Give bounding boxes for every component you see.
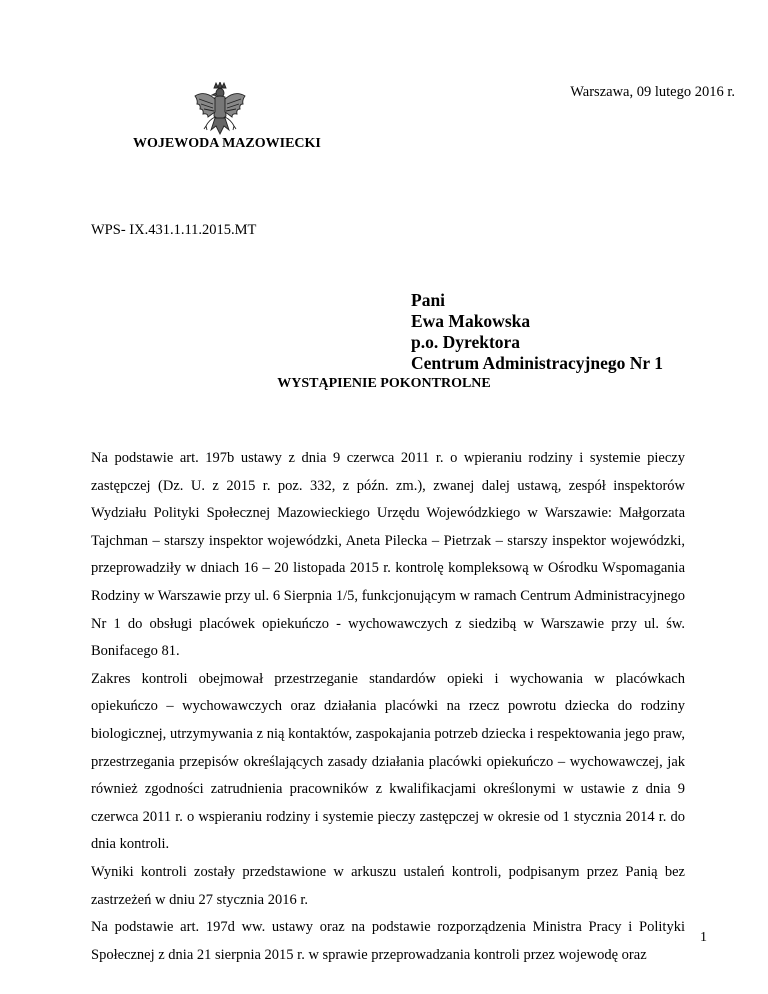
addressee-institution: Centrum Administracyjnego Nr 1 bbox=[411, 353, 663, 373]
addressee-salutation: Pani bbox=[411, 290, 446, 310]
reference-number: WPS- IX.431.1.11.2015.MT bbox=[91, 222, 257, 238]
body-paragraph: Na podstawie art. 197d ww. ustawy oraz na podstawie rozporządzenia Ministra Pracy i Polityki Społecznej z dnia 21 sierpnia 2015 r. w sprawie przeprowadzania kontroli przez wojewodę oraz bbox=[91, 919, 685, 963]
page-number: 1 bbox=[700, 930, 707, 945]
addressee-position: p.o. Dyrektora bbox=[411, 332, 521, 352]
eagle-emblem-icon bbox=[193, 82, 247, 142]
addressee-name: Ewa Makowska bbox=[411, 311, 531, 331]
body-paragraph: Zakres kontroli obejmował przestrzeganie standardów opieki i wychowania w placówkach opiekuńczo – wychowawczych oraz działania placówki na rzecz powrotu dziecka do rodziny biologicznej, utrzymywania z nią kontaktów, zaspokajania potrzeb dziecka i respektowania jego praw, przestrzegania przepisów określających zasady działania placówki opiekuńczo – wychowawczej, jak również zgodności zatrudnienia pracowników z kwalifikacjami określonymi w ustawie z dnia 9 czerwca 2011 r. o wspieraniu rodziny i systemie pieczy zastępczej w okresie od 1 stycznia 2014 r. do dnia kontroli. bbox=[91, 670, 685, 853]
body-paragraph: Na podstawie art. 197b ustawy z dnia 9 czerwca 2011 r. o wpieraniu rodziny i systemie pieczy zastępczej (Dz. U. z 2015 r. poz. 332, z późn. zm.), zwanej dalej ustawą, zespół inspektorów Wydziału Polityki Społecznej Mazowieckiego Urzędu Wojewódzkiego w Warszawie: Małgorzata Tajchman – starszy inspektor wojewódzki, Aneta Pilecka – Pietrzak – starszy inspektor wojewódzki, przeprowadziły w dniach 16 – 20 listopada 2015 r. kontrolę kompleksową w Ośrodku Wspomagania Rodziny w Warszawie przy ul. 6 Sierpnia 1/5, funkcjonującym w ramach Centrum Administracyjnego Nr 1 do obsługi placówek opiekuńczo - wychowawczych z siedzibą w Warszawie przy ul. św. Bonifacego 81. bbox=[91, 450, 685, 660]
issuer-title: WOJEWODA MAZOWIECKI bbox=[133, 136, 321, 151]
body-paragraph: Wyniki kontroli zostały przedstawione w arkuszu ustaleń kontroli, podpisanym przez Panią bez zastrzeżeń w dniu 27 stycznia 2016 r. bbox=[91, 863, 685, 908]
date-line: Warszawa, 09 lutego 2016 r. bbox=[570, 84, 735, 100]
document-title: WYSTĄPIENIE POKONTROLNE bbox=[277, 376, 491, 391]
document-body bbox=[91, 445, 685, 969]
addressee-block bbox=[411, 290, 663, 374]
